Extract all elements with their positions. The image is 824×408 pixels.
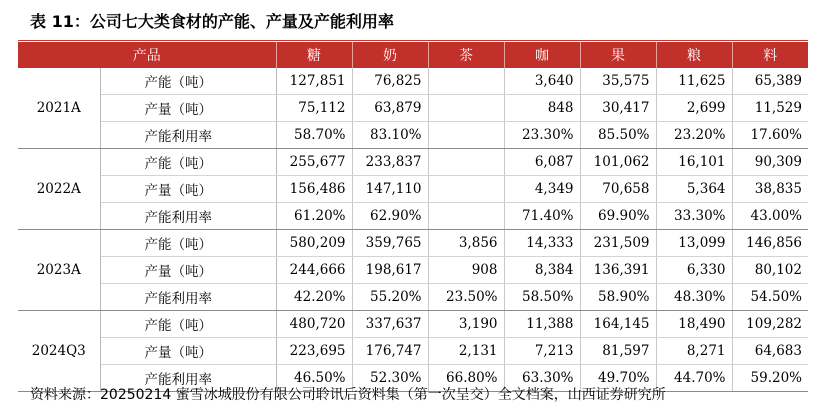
value-cell: 233,837 — [352, 149, 428, 176]
value-cell: 59.20% — [732, 365, 808, 392]
header-tea: 茶 — [428, 42, 504, 68]
value-cell: 848 — [504, 95, 580, 122]
value-cell: 62.90% — [352, 203, 428, 230]
value-cell: 198,617 — [352, 257, 428, 284]
value-cell — [428, 68, 504, 95]
value-cell: 43.00% — [732, 203, 808, 230]
header-sugar: 糖 — [276, 42, 352, 68]
metric-label: 产量（吨） — [100, 338, 276, 365]
value-cell — [428, 95, 504, 122]
value-cell: 2,131 — [428, 338, 504, 365]
value-cell: 90,309 — [732, 149, 808, 176]
metric-label: 产能利用率 — [100, 122, 276, 149]
value-cell: 55.20% — [352, 284, 428, 311]
value-cell: 244,666 — [276, 257, 352, 284]
value-cell: 65,389 — [732, 68, 808, 95]
period-label: 2021A — [18, 68, 100, 149]
value-cell: 480,720 — [276, 311, 352, 338]
value-cell: 11,388 — [504, 311, 580, 338]
metric-label: 产量（吨） — [100, 95, 276, 122]
value-cell: 83.10% — [352, 122, 428, 149]
value-cell: 255,677 — [276, 149, 352, 176]
value-cell: 6,330 — [656, 257, 732, 284]
table-row — [18, 149, 808, 176]
value-cell: 23.20% — [656, 122, 732, 149]
value-cell: 46.50% — [276, 365, 352, 392]
metric-label: 产能利用率 — [100, 365, 276, 392]
value-cell: 48.30% — [656, 284, 732, 311]
value-cell: 42.20% — [276, 284, 352, 311]
value-cell: 70,658 — [580, 176, 656, 203]
value-cell: 5,364 — [656, 176, 732, 203]
value-cell: 44.70% — [656, 365, 732, 392]
value-cell: 147,110 — [352, 176, 428, 203]
metric-label: 产能（吨） — [100, 230, 276, 257]
value-cell: 580,209 — [276, 230, 352, 257]
value-cell — [428, 149, 504, 176]
metric-label: 产能利用率 — [100, 203, 276, 230]
value-cell: 54.50% — [732, 284, 808, 311]
table-row — [18, 203, 808, 230]
header-milk: 奶 — [352, 42, 428, 68]
value-cell: 81,597 — [580, 338, 656, 365]
value-cell: 11,529 — [732, 95, 808, 122]
value-cell: 71.40% — [504, 203, 580, 230]
header-product: 产品 — [18, 42, 276, 68]
value-cell: 2,699 — [656, 95, 732, 122]
value-cell: 18,490 — [656, 311, 732, 338]
value-cell: 7,213 — [504, 338, 580, 365]
value-cell: 8,384 — [504, 257, 580, 284]
header-fruit: 果 — [580, 42, 656, 68]
value-cell — [428, 203, 504, 230]
value-cell: 176,747 — [352, 338, 428, 365]
value-cell: 23.50% — [428, 284, 504, 311]
value-cell: 4,349 — [504, 176, 580, 203]
value-cell: 136,391 — [580, 257, 656, 284]
value-cell: 38,835 — [732, 176, 808, 203]
header-coffee: 咖 — [504, 42, 580, 68]
value-cell: 69.90% — [580, 203, 656, 230]
table-row — [18, 122, 808, 149]
value-cell: 164,145 — [580, 311, 656, 338]
metric-label: 产能（吨） — [100, 149, 276, 176]
value-cell: 23.30% — [504, 122, 580, 149]
period-label: 2023A — [18, 230, 100, 311]
value-cell: 35,575 — [580, 68, 656, 95]
table-row — [18, 230, 808, 257]
value-cell: 908 — [428, 257, 504, 284]
capacity-table — [18, 42, 808, 392]
value-cell: 17.60% — [732, 122, 808, 149]
value-cell: 156,486 — [276, 176, 352, 203]
value-cell: 8,271 — [656, 338, 732, 365]
value-cell — [428, 176, 504, 203]
table-row — [18, 176, 808, 203]
header-row — [18, 42, 808, 68]
table-row — [18, 338, 808, 365]
header-grain: 粮 — [656, 42, 732, 68]
value-cell: 127,851 — [276, 68, 352, 95]
table-row — [18, 311, 808, 338]
header-ingredient: 料 — [732, 42, 808, 68]
period-label: 2024Q3 — [18, 311, 100, 392]
period-label: 2022A — [18, 149, 100, 230]
value-cell: 63.30% — [504, 365, 580, 392]
title-divider — [18, 40, 808, 41]
value-cell: 33.30% — [656, 203, 732, 230]
metric-label: 产能（吨） — [100, 311, 276, 338]
metric-label: 产量（吨） — [100, 257, 276, 284]
value-cell: 58.70% — [276, 122, 352, 149]
value-cell: 63,879 — [352, 95, 428, 122]
value-cell: 223,695 — [276, 338, 352, 365]
table-row — [18, 284, 808, 311]
value-cell — [428, 122, 504, 149]
value-cell: 146,856 — [732, 230, 808, 257]
value-cell: 109,282 — [732, 311, 808, 338]
metric-label: 产能利用率 — [100, 284, 276, 311]
value-cell: 3,640 — [504, 68, 580, 95]
value-cell: 76,825 — [352, 68, 428, 95]
value-cell: 66.80% — [428, 365, 504, 392]
value-cell: 61.20% — [276, 203, 352, 230]
value-cell: 231,509 — [580, 230, 656, 257]
value-cell: 64,683 — [732, 338, 808, 365]
value-cell: 6,087 — [504, 149, 580, 176]
table-row — [18, 95, 808, 122]
value-cell: 85.50% — [580, 122, 656, 149]
table-row — [18, 257, 808, 284]
value-cell: 11,625 — [656, 68, 732, 95]
value-cell: 75,112 — [276, 95, 352, 122]
value-cell: 337,637 — [352, 311, 428, 338]
value-cell: 3,190 — [428, 311, 504, 338]
value-cell: 58.50% — [504, 284, 580, 311]
value-cell: 52.30% — [352, 365, 428, 392]
metric-label: 产量（吨） — [100, 176, 276, 203]
value-cell: 101,062 — [580, 149, 656, 176]
value-cell: 49.70% — [580, 365, 656, 392]
value-cell: 16,101 — [656, 149, 732, 176]
value-cell: 13,099 — [656, 230, 732, 257]
value-cell: 58.90% — [580, 284, 656, 311]
metric-label: 产能（吨） — [100, 68, 276, 95]
value-cell: 30,417 — [580, 95, 656, 122]
table-row — [18, 68, 808, 95]
value-cell: 14,333 — [504, 230, 580, 257]
table-title: 表 11：公司七大类食材的产能、产量及产能利用率 — [30, 12, 394, 31]
value-cell: 3,856 — [428, 230, 504, 257]
value-cell: 80,102 — [732, 257, 808, 284]
source-note: 资料来源：20250214 蜜雪冰城股份有限公司聆讯后资料集（第一次呈交）全文档案，山西证券研究所 — [30, 387, 666, 403]
value-cell: 359,765 — [352, 230, 428, 257]
